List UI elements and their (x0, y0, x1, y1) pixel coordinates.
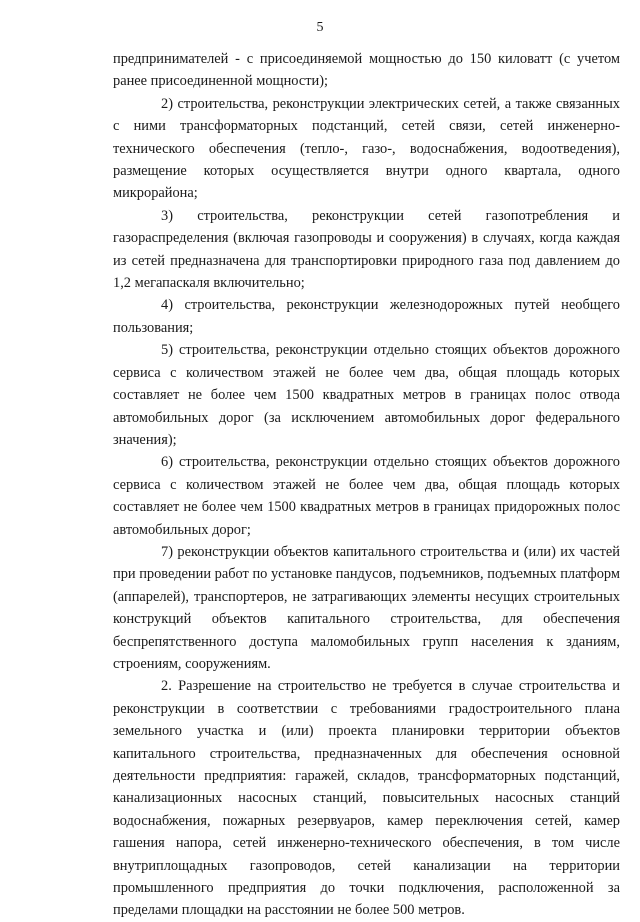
paragraph-item-7: 7) реконструкции объектов капитального строительства и (или) их частей при проведении работ по установке пандусов, подъемников, подъемных платформ (аппарелей), транспортеров, не затрагивающих элементы несущих строительных конструкций объектов капитального строительства, для обеспечения беспрепятственного доступа маломобильных групп населения к зданиям, строениям, сооружениям. (113, 543, 620, 672)
paragraph-continuation: предпринимателей - с присоединяемой мощностью до 150 киловатт (с учетом ранее присоединенной мощности); (113, 51, 620, 90)
paragraph-section-2: 2. Разрешение на строительство не требуется в случае строительства и реконструкции в соответствии с требованиями градостроительного плана земельного участка и (или) проекта планировки территории объектов капитального строительства, предназначенных для обеспечения основной деятельности предприятия: гаражей, складов, трансформаторных подстанций, канализационных насосных станций, повысительных насосных станций водоснабжения, пожарных резервуаров, камер переключения сетей, камер гашения напора, сетей инженерно-технического обеспечения, в том числе внутриплощадных газопроводов, сетей канализации на территории промышленного предприятия до точки подключения, расположенной за пределами площадки на расстоянии не более 500 метров. (113, 678, 620, 919)
paragraph-item-5: 5) строительства, реконструкции отдельно стоящих объектов дорожного сервиса с количеством этажей не более чем два, общая площадь которых составляет не более чем 1500 квадратных метров в границах полос отвода автомобильных дорог (за исключением автомобильных дорог федерального значения); (113, 342, 620, 448)
paragraph-item-4: 4) строительства, реконструкции железнодорожных путей необщего пользования; (113, 297, 620, 336)
paragraph-item-3: 3) строительства, реконструкции сетей газопотребления и газораспределения (включая газопроводы и сооружения) в случаях, когда каждая из сетей предназначена для транспортировки природного газа под давлением до 1,2 мегапаскаля включительно; (113, 207, 620, 292)
document-body (113, 48, 620, 922)
paragraph-item-6: 6) строительства, реконструкции отдельно стоящих объектов дорожного сервиса с количеством этажей не более чем два, общая площадь которых составляет не более чем 1500 квадратных метров в границах придорожных полос автомобильных дорог; (113, 454, 620, 538)
paragraph-item-2: 2) строительства, реконструкции электрических сетей, а также связанных с ними трансформаторных подстанций, сетей связи, сетей инженерно-технического обеспечения (тепло-, газо-, водоснабжения, водоотведения), размещение которых осуществляется внутри одного квартала, одного микрорайона; (113, 95, 620, 202)
page-number: 5 (316, 20, 324, 35)
